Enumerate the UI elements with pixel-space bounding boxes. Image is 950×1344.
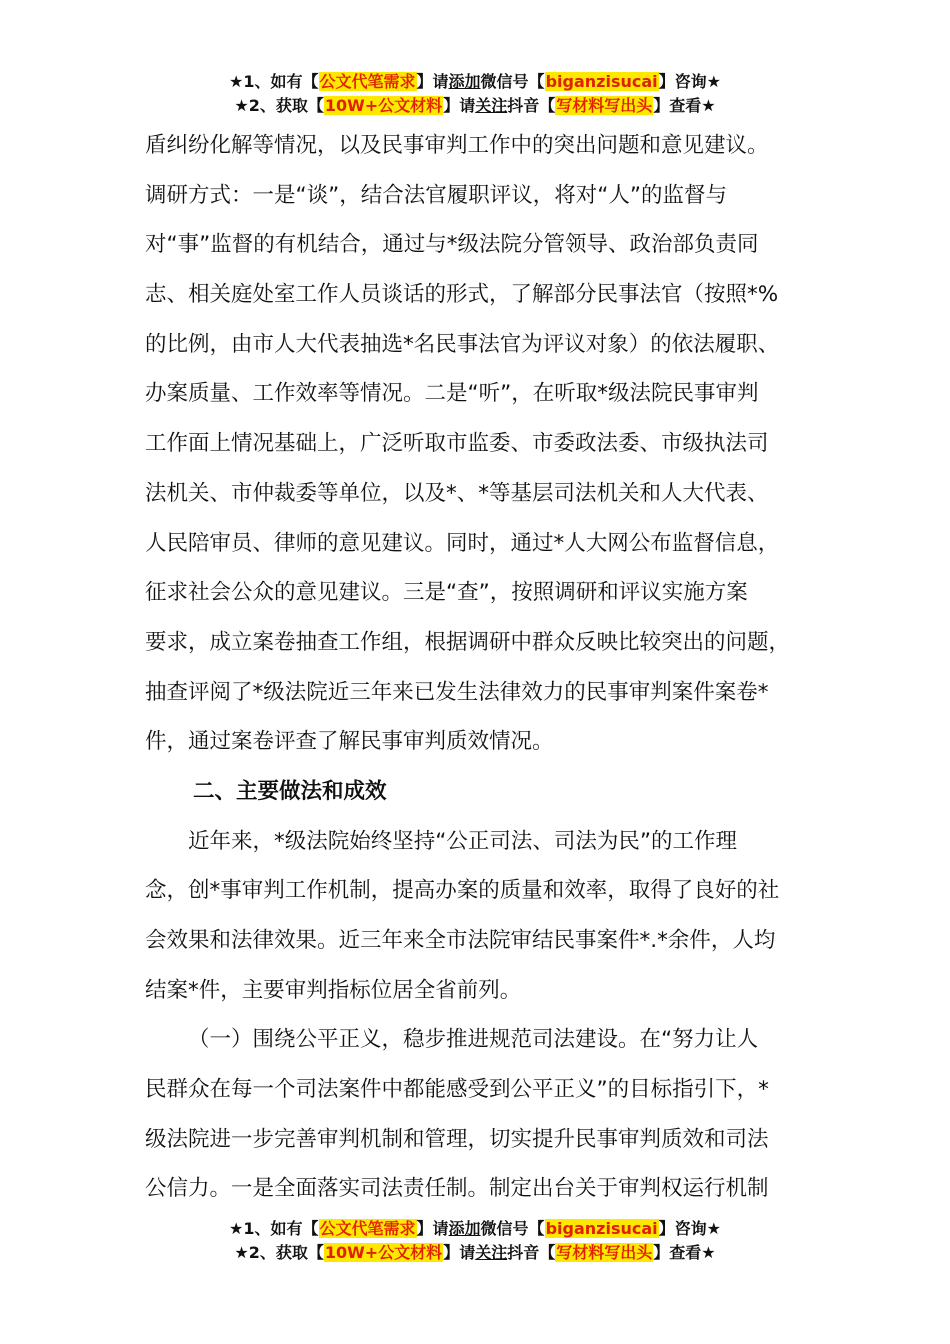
paragraph-line: 征求社会公众的意见建议。三是“查”，按照调研和评议实施方案 bbox=[145, 580, 748, 606]
banner-highlight: biganzisucai bbox=[545, 1219, 658, 1238]
paragraph-line: 工作面上情况基础上，广泛听取市监委、市委政法委、市级执法司 bbox=[145, 431, 769, 457]
top-banner bbox=[0, 70, 950, 118]
paragraph-line: 结案*件，主要审判指标位居全省前列。 bbox=[145, 977, 522, 1003]
bottom-banner bbox=[0, 1217, 950, 1265]
banner-highlight: 公文代笔需求 bbox=[319, 1219, 416, 1238]
section-heading: 二、主要做法和成效 bbox=[193, 778, 387, 804]
banner-underlined-text: 关注 bbox=[475, 1243, 508, 1262]
banner-text: 】咨询★ bbox=[658, 72, 721, 91]
banner-text: 微信号【 bbox=[480, 1219, 545, 1238]
banner-line-2 bbox=[0, 94, 950, 118]
banner-text: 】请 bbox=[443, 1243, 476, 1262]
paragraph-line: 抽查评阅了*级法院近三年来已发生法律效力的民事审判案件案卷* bbox=[145, 679, 769, 705]
banner-underlined-text: 添加 bbox=[448, 72, 481, 91]
paragraph-line: （一）围绕公平正义，稳步推进规范司法建设。在“努力让人 bbox=[188, 1027, 759, 1053]
banner-text: 】咨询★ bbox=[658, 1219, 721, 1238]
banner-highlight: 写材料写出头 bbox=[556, 96, 653, 115]
banner-line-2 bbox=[0, 1241, 950, 1265]
paragraph-line: 公信力。一是全面落实司法责任制。制定出台关于审判权运行机制 bbox=[145, 1176, 769, 1202]
banner-highlight: 公文代笔需求 bbox=[319, 72, 416, 91]
paragraph-line: 对“事”监督的有机结合，通过与*级法院分管领导、政治部负责同 bbox=[145, 232, 759, 258]
paragraph-line: 民群众在每一个司法案件中都能感受到公平正义”的目标指引下，* bbox=[145, 1077, 769, 1103]
banner-underlined-text: 关注 bbox=[475, 96, 508, 115]
banner-text: ★2、获取【 bbox=[234, 96, 324, 115]
banner-highlight: 写材料写出头 bbox=[556, 1243, 653, 1262]
banner-line-1 bbox=[0, 70, 950, 94]
paragraph-line: 办案质量、工作效率等情况。二是“听”，在听取*级法院民事审判 bbox=[145, 381, 759, 407]
banner-underlined-text: 添加 bbox=[448, 1219, 481, 1238]
banner-highlight: 10W+公文材料 bbox=[324, 96, 443, 115]
paragraph-line: 近年来，*级法院始终坚持“公正司法、司法为民”的工作理 bbox=[188, 828, 738, 854]
banner-text: ★2、获取【 bbox=[234, 1243, 324, 1262]
banner-text: ★1、如有【 bbox=[229, 1219, 319, 1238]
banner-line-1 bbox=[0, 1217, 950, 1241]
paragraph-line: 念，创*事审判工作机制，提高办案的质量和效率，取得了良好的社 bbox=[145, 878, 780, 904]
paragraph-line: 人民陪审员、律师的意见建议。同时，通过*人大网公布监督信息， bbox=[145, 530, 780, 556]
banner-text: ★1、如有【 bbox=[229, 72, 319, 91]
paragraph-line: 级法院进一步完善审判机制和管理，切实提升民事审判质效和司法 bbox=[145, 1126, 769, 1152]
banner-text: 】请 bbox=[416, 1219, 449, 1238]
paragraph-line: 会效果和法律效果。近三年来全市法院审结民事案件*.*余件，人均 bbox=[145, 928, 776, 953]
banner-text: 】请 bbox=[416, 72, 449, 91]
banner-text: 】查看★ bbox=[653, 1243, 716, 1262]
document-body bbox=[145, 121, 815, 1214]
banner-highlight: 10W+公文材料 bbox=[324, 1243, 443, 1262]
paragraph-line: 的比例，由市人大代表抽选*名民事法官为评议对象）的依法履职、 bbox=[145, 331, 780, 357]
banner-text: 】查看★ bbox=[653, 96, 716, 115]
banner-text: 】请 bbox=[443, 96, 476, 115]
paragraph-line: 件，通过案卷评查了解民事审判质效情况。 bbox=[145, 729, 554, 755]
paragraph-line: 志、相关庭处室工作人员谈话的形式，了解部分民事法官（按照*% bbox=[145, 282, 779, 308]
banner-text: 微信号【 bbox=[480, 72, 545, 91]
banner-text: 抖音【 bbox=[507, 96, 556, 115]
banner-text: 抖音【 bbox=[507, 1243, 556, 1262]
paragraph-line: 调研方式：一是“谈”，结合法官履职评议，将对“人”的监督与 bbox=[145, 182, 728, 208]
paragraph-line: 盾纠纷化解等情况，以及民事审判工作中的突出问题和意见建议。 bbox=[145, 133, 769, 158]
banner-highlight: biganzisucai bbox=[545, 72, 658, 91]
paragraph-line: 要求，成立案卷抽查工作组，根据调研中群众反映比较突出的问题， bbox=[145, 629, 791, 655]
paragraph-line: 法机关、市仲裁委等单位，以及*、*等基层司法机关和人大代表、 bbox=[145, 480, 769, 506]
